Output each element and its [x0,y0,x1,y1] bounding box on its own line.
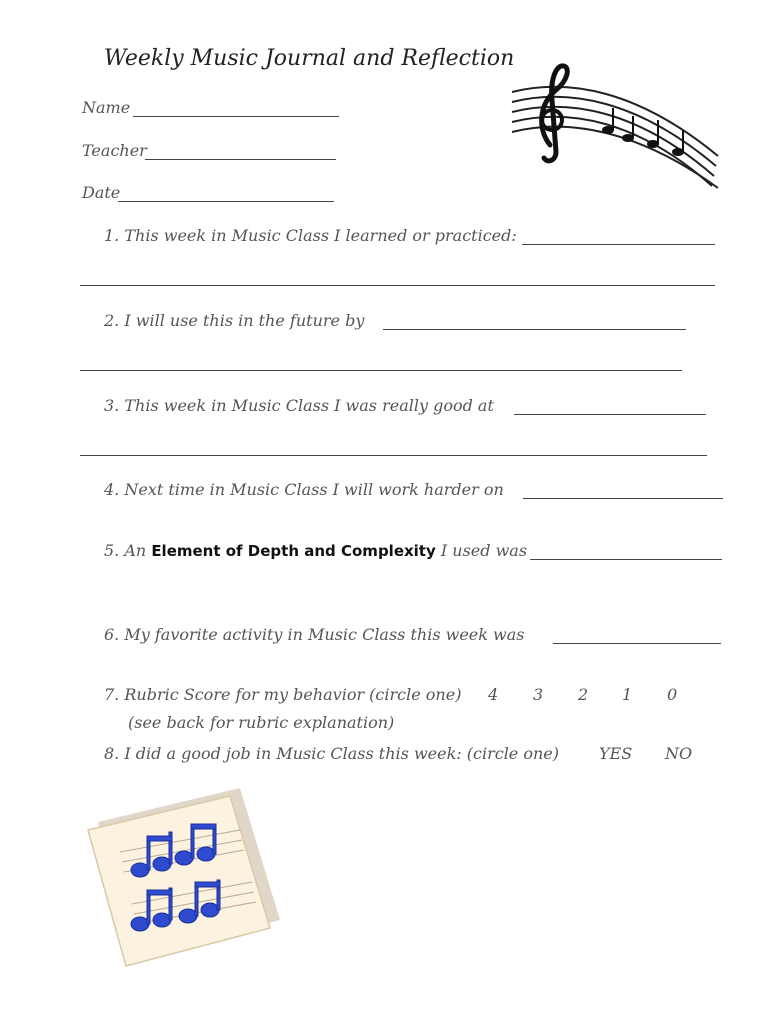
question-4: 4. Next time in Music Class I will work harder on [104,480,504,499]
answer-1b[interactable] [80,285,715,286]
question-5 [104,541,527,560]
question-3: 3. This week in Music Class I was really good at [104,396,494,415]
score-0[interactable]: 0 [667,685,678,704]
score-1[interactable]: 1 [622,685,633,704]
answer-4[interactable] [523,498,723,499]
answer-6[interactable] [553,643,721,644]
answer-2a[interactable] [383,329,686,330]
page-title: Weekly Music Journal and Reflection [104,46,515,71]
rubric-note: (see back for rubric explanation) [128,713,395,732]
answer-5[interactable] [530,559,722,560]
date-label: Date [82,183,121,202]
score-4[interactable]: 4 [488,685,499,704]
question-6: 6. My favorite activity in Music Class this week was [104,625,525,644]
question-1: 1. This week in Music Class I learned or practiced: [104,226,517,245]
question-5-prefix: 5. An [104,541,147,560]
date-field[interactable] [118,201,334,202]
name-field[interactable] [133,116,339,117]
answer-2b[interactable] [80,370,682,371]
no-option[interactable]: NO [665,744,693,763]
teacher-field[interactable] [145,159,336,160]
answer-3b[interactable] [80,455,707,456]
teacher-label: Teacher [82,141,147,160]
question-7: 7. Rubric Score for my behavior (circle one) [104,685,462,704]
score-3[interactable]: 3 [533,685,544,704]
question-2: 2. I will use this in the future by [104,311,365,330]
score-2[interactable]: 2 [578,685,589,704]
sheet-music-icon [80,782,290,972]
yes-option[interactable]: YES [599,744,633,763]
question-5-emphasis: Element of Depth and Complexity [151,542,436,560]
answer-3a[interactable] [514,414,706,415]
name-label: Name [82,98,131,117]
question-8: 8. I did a good job in Music Class this week: (circle one) [104,744,560,763]
question-5-suffix: I used was [440,541,528,560]
treble-clef-staff-icon [508,60,728,195]
answer-1a[interactable] [522,244,715,245]
